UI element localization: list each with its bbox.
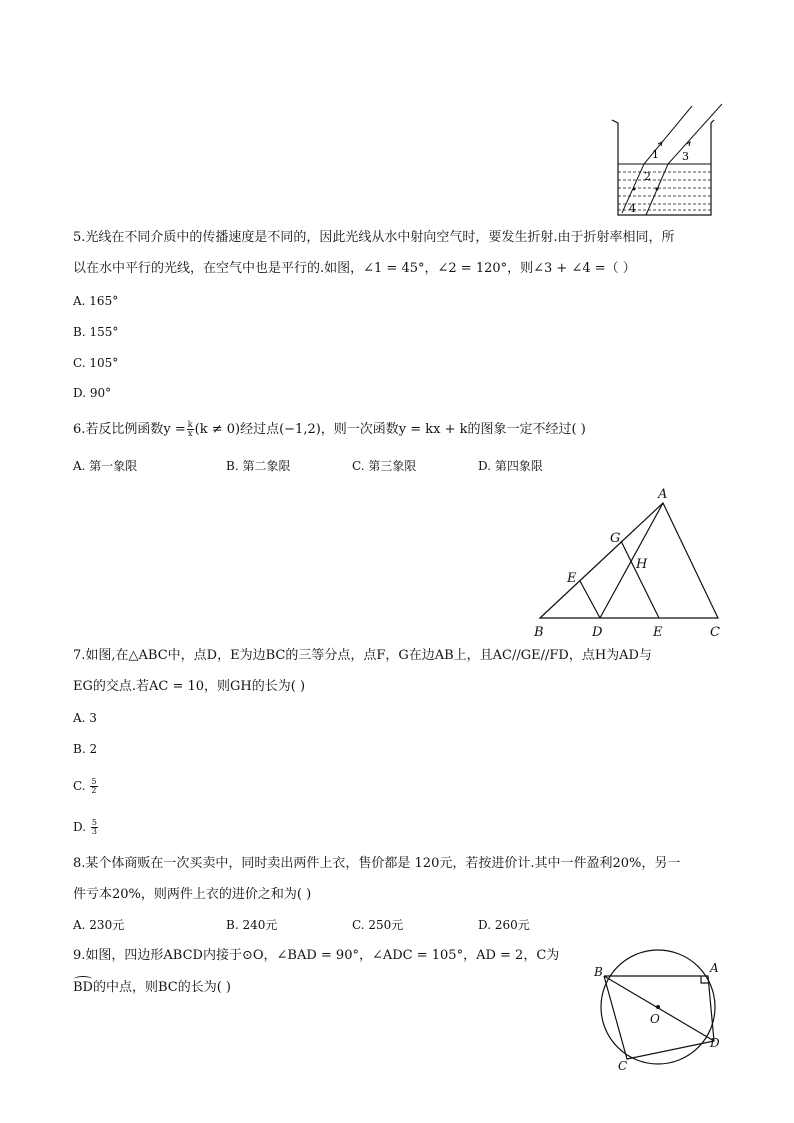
- circle-quadrilateral-figure: [590, 948, 740, 1083]
- q9-stem-line1: 9.如图，四边形ABCD内接于⊙O，∠BAD = 90°，∠ADC = 105°，AD = 2，C为: [73, 948, 560, 963]
- q6-prefix: 6.若反比例函数y =: [73, 422, 186, 437]
- beaker-refraction-figure: [604, 100, 734, 220]
- q7-option-c[interactable]: C. $\frac{5}{2}$: [73, 777, 97, 795]
- q9-stem-rest: 的中点，则BC的长为( ): [92, 980, 232, 995]
- circle-vertex-D: D: [710, 1036, 720, 1050]
- vertex-B: B: [534, 625, 544, 640]
- q6-option-b[interactable]: B. 第二象限: [226, 459, 291, 473]
- circle-center-O: O: [650, 1012, 660, 1026]
- q7-option-d[interactable]: D. $\frac{5}{3}$: [73, 818, 97, 836]
- angle-label-4: 4: [629, 202, 636, 215]
- q9-stem-line2: [73, 979, 231, 997]
- q7-stem-line2: EG的交点.若AC = 10，则GH的长为( ): [73, 679, 306, 694]
- q6-option-c[interactable]: C. 第三象限: [352, 459, 417, 473]
- vertex-E: E: [653, 625, 663, 640]
- q8-stem-line1: 8.某个体商贩在一次买卖中，同时卖出两件上衣，售价都是 120元，若按进价计.其中一件盈利20%，另一: [73, 856, 681, 871]
- circle-vertex-B: B: [594, 965, 603, 979]
- q5-stem-line2: 以在水中平行的光线，在空气中也是平行的.如图，∠1 = 45°，∠2 = 120°，则∠3 + ∠4 =（ ）: [73, 261, 636, 276]
- angle-label-1: 1: [652, 148, 659, 161]
- q6-stem: [73, 421, 586, 439]
- q5-stem-line1: 5.光线在不同介质中的传播速度是不同的，因此光线从水中射向空气时，要发生折射.由于折射率相同，所: [73, 230, 675, 245]
- q5-option-b[interactable]: B. 155°: [73, 325, 119, 339]
- circle-vertex-C: C: [618, 1059, 628, 1073]
- q6-option-d[interactable]: D. 第四象限: [478, 459, 543, 473]
- q8-stem-line2: 件亏本20%，则两件上衣的进价之和为( ): [73, 887, 312, 902]
- q7-option-b[interactable]: B. 2: [73, 742, 98, 756]
- angle-label-2: 2: [644, 170, 651, 183]
- q5-option-c[interactable]: C. 105°: [73, 356, 119, 370]
- q5-option-a[interactable]: A. 165°: [73, 294, 119, 308]
- q8-option-b[interactable]: B. 240元: [226, 918, 278, 932]
- vertex-A: A: [658, 487, 668, 502]
- q8-option-d[interactable]: D. 260元: [478, 918, 530, 932]
- q7-option-a[interactable]: A. 3: [73, 711, 97, 725]
- q5-option-d[interactable]: D. 90°: [73, 386, 112, 400]
- vertex-E-left: E: [567, 571, 577, 586]
- triangle-figure: [530, 486, 730, 646]
- vertex-G: G: [610, 531, 621, 546]
- q6-suffix: (k ≠ 0)经过点(−1,2)，则一次函数y = kx + k的图象一定不经过( ): [194, 422, 586, 437]
- q6-option-a[interactable]: A. 第一象限: [73, 459, 138, 473]
- vertex-D: D: [592, 625, 603, 640]
- circle-vertex-A: A: [710, 961, 719, 975]
- q7-stem-line1: 7.如图,在△ABC中，点D，E为边BC的三等分点，点F，G在边AB上，且AC//GE//FD，点H为AD与: [73, 648, 652, 663]
- vertex-C: C: [710, 625, 720, 640]
- q8-option-c[interactable]: C. 250元: [352, 918, 404, 932]
- q6-fraction: $\frac{k}{x}$: [187, 420, 193, 438]
- vertex-H: H: [636, 557, 648, 572]
- angle-label-3: 3: [682, 150, 689, 163]
- q8-option-a[interactable]: A. 230元: [73, 918, 125, 932]
- arc-bd: BD: [73, 980, 93, 995]
